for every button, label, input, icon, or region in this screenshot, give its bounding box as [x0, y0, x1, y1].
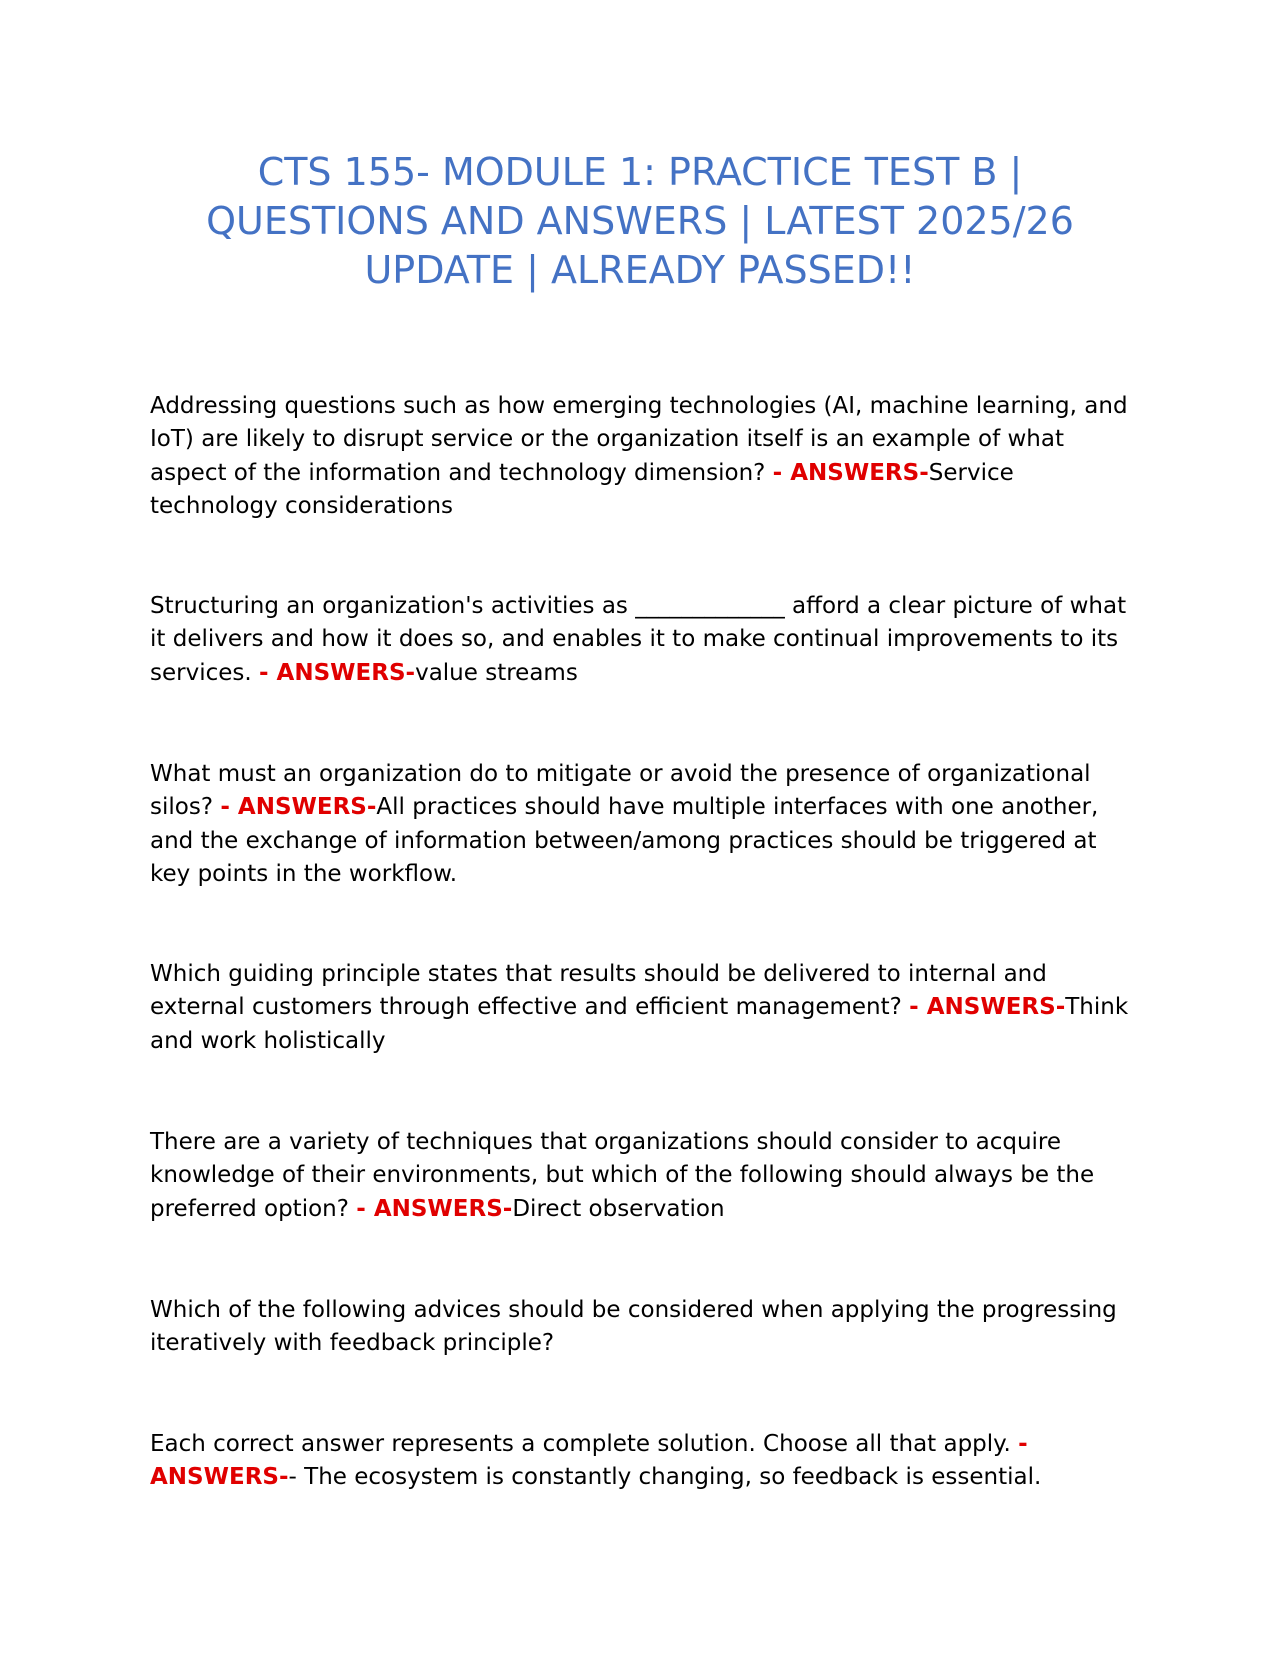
qa-item-6-instructions	[150, 1428, 1140, 1495]
answer-marker: - ANSWERS-	[150, 1431, 1028, 1491]
answer-text: value streams	[415, 659, 578, 686]
title-line-3: UPDATE | ALREADY PASSED!!	[364, 248, 916, 292]
answer-text: Service technology considerations	[150, 459, 1014, 519]
qa-item-2	[150, 590, 1140, 690]
qa-item-4	[150, 958, 1140, 1058]
question-text: Addressing questions such as how emerging technologies (AI, machine learning, and IoT) are likely to disrupt service or the organization itself is an example of what aspect of the information and technology dimension?	[150, 393, 1128, 486]
title-line-1: CTS 155- MODULE 1: PRACTICE TEST B |	[257, 150, 1023, 194]
question-text: Which guiding principle states that results should be delivered to internal and external customers through effective and efficient management?	[150, 961, 1047, 1021]
question-continued-text: Each correct answer represents a complete solution. Choose all that apply.	[150, 1431, 1011, 1457]
document-title	[140, 148, 1140, 295]
qa-item-6-question	[150, 1294, 1140, 1361]
answer-marker: - ANSWERS-	[356, 1195, 513, 1222]
answer-text: - The ecosystem is constantly changing, so feedback is essential.	[288, 1464, 1042, 1491]
question-text: Structuring an organization's activities as _____________ afford a clear picture of what it delivers and how it does so, and enables it to make continual improvements to its services.	[150, 593, 1127, 686]
qa-item-3	[150, 758, 1140, 891]
answer-marker: - ANSWERS-	[772, 459, 929, 486]
answer-text: Think and work holistically	[150, 994, 1129, 1054]
qa-item-1	[150, 390, 1140, 523]
answer-text: Direct observation	[512, 1195, 725, 1222]
question-text: Which of the following advices should be considered when applying the progressing iteratively with feedback principle?	[150, 1297, 1117, 1357]
answer-text: All practices should have multiple interfaces with one another, and the exchange of information between/among practices should be triggered at key points in the workflow.	[150, 794, 1099, 887]
title-line-2: QUESTIONS AND ANSWERS | LATEST 2025/26	[206, 199, 1074, 243]
answer-marker: - ANSWERS-	[220, 794, 377, 821]
question-text: What must an organization do to mitigate or avoid the presence of organizational silos?	[150, 761, 1091, 821]
answer-marker: - ANSWERS-	[259, 659, 416, 686]
question-text: There are a variety of techniques that organizations should consider to acquire knowledge of their environments, but which of the following should always be the preferred option?	[150, 1129, 1095, 1222]
qa-item-5	[150, 1126, 1140, 1226]
answer-marker: - ANSWERS-	[909, 994, 1066, 1021]
